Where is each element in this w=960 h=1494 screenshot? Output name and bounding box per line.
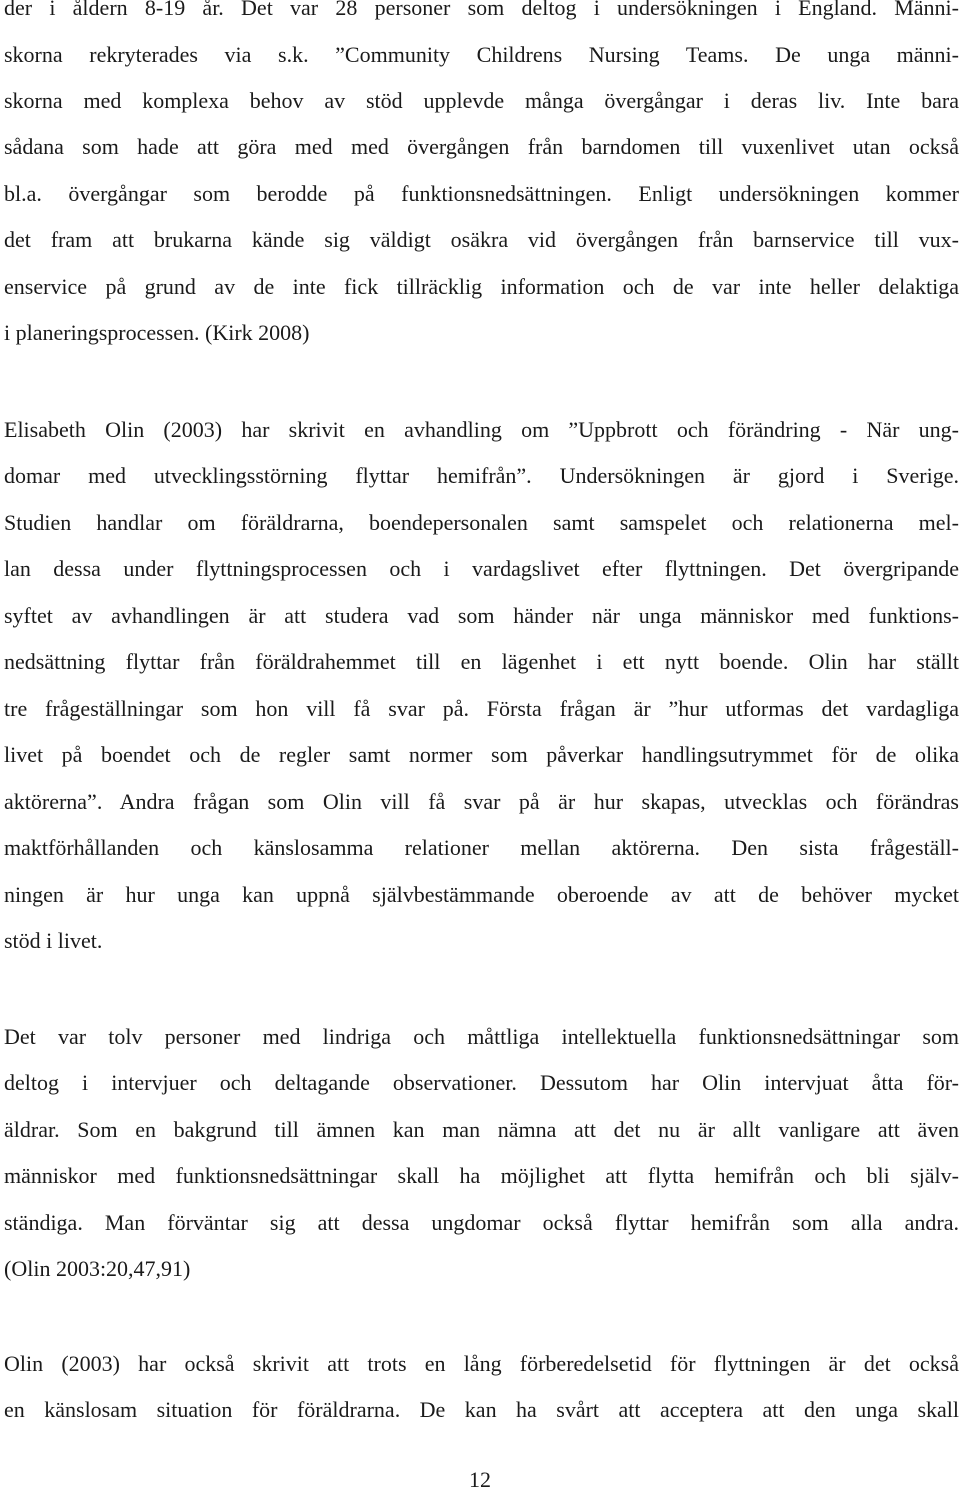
text-line: sådana som hade att göra med med övergången från barndomen till vuxenlivet utan också — [4, 134, 959, 159]
text-line: i planeringsprocessen. (Kirk 2008) — [4, 320, 310, 345]
text-line: enservice på grund av de inte fick tillräcklig information och de var inte heller delaktiga — [4, 274, 959, 299]
text-line: det fram att brukarna kände sig väldigt osäkra vid övergången från barnservice till vux- — [4, 227, 959, 252]
text-line: Studien handlar om föräldrarna, boendepersonalen samt samspelet och relationerna mel- — [4, 510, 959, 535]
page-number: 12 — [469, 1467, 491, 1492]
text-line: bl.a. övergångar som berodde på funktionsnedsättningen. Enligt undersökningen kommer — [4, 181, 959, 206]
text-line: Det var tolv personer med lindriga och måttliga intellektuella funktionsnedsättningar som — [4, 1024, 959, 1049]
text-line: syftet av avhandlingen är att studera vad som händer när unga människor med funktions- — [4, 603, 959, 628]
text-line: der i åldern 8-19 år. Det var 28 personer som deltog i undersökningen i England. Männi- — [4, 0, 959, 20]
text-line: skorna med komplexa behov av stöd upplevde många övergångar i deras liv. Inte bara — [4, 88, 959, 113]
text-line: människor med funktionsnedsättningar skall ha möjlighet att flytta hemifrån och bli själv- — [4, 1163, 959, 1188]
text-line: Elisabeth Olin (2003) har skrivit en avhandling om ”Uppbrott och förändring - När ung- — [4, 417, 959, 442]
text-line: maktförhållanden och känslosamma relationer mellan aktörerna. Den sista frågeställ- — [4, 835, 959, 860]
text-line: livet på boendet och de regler samt normer som påverkar handlingsutrymmet för de olika — [4, 742, 959, 767]
text-line: tre frågeställningar som hon vill få svar på. Första frågan är ”hur utformas det vardagliga — [4, 696, 959, 721]
text-line: aktörerna”. Andra frågan som Olin vill få svar på är hur skapas, utvecklas och förändras — [4, 789, 959, 814]
text-line: äldrar. Som en bakgrund till ämnen kan man nämna att det nu är allt vanligare att även — [4, 1117, 959, 1142]
text-line: skorna rekryterades via s.k. ”Community Childrens Nursing Teams. De unga männi- — [4, 42, 959, 67]
text-line: domar med utvecklingsstörning flyttar hemifrån”. Undersökningen är gjord i Sverige. — [4, 463, 959, 488]
text-line: deltog i intervjuer och deltagande observationer. Dessutom har Olin intervjuat åtta för- — [4, 1070, 959, 1095]
text-line: (Olin 2003:20,47,91) — [4, 1256, 191, 1281]
text-line: Olin (2003) har också skrivit att trots en lång förberedelsetid för flyttningen är det också — [4, 1351, 959, 1376]
text-line: stöd i livet. — [4, 928, 103, 953]
text-line: en känslosam situation för föräldrarna. De kan ha svårt att acceptera att den unga skall — [4, 1397, 959, 1422]
text-line: ständiga. Man förväntar sig att dessa ungdomar också flyttar hemifrån som alla andra. — [4, 1210, 959, 1235]
text-line: nedsättning flyttar från föräldrahemmet till en lägenhet i ett nytt boende. Olin har ställt — [4, 649, 959, 674]
text-line: lan dessa under flyttningsprocessen och i vardagslivet efter flyttningen. Det övergripande — [4, 556, 959, 581]
text-line: ningen är hur unga kan uppnå självbestämmande oberoende av att de behöver mycket — [4, 882, 959, 907]
